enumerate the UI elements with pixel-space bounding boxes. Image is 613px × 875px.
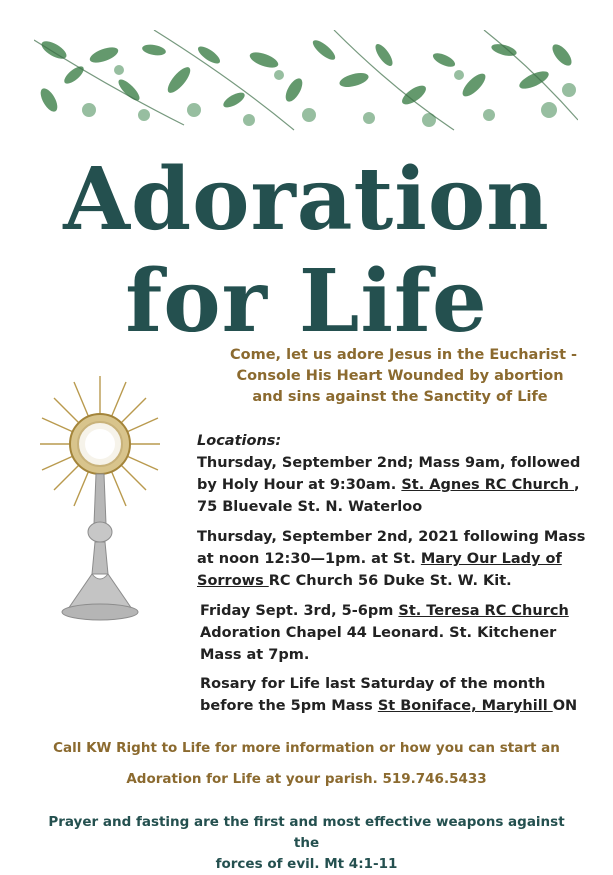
location-line: Thursday, September 2nd; Mass 9am, followed — [197, 455, 581, 471]
intro-text — [230, 345, 578, 408]
page-title: Adoration — [63, 149, 550, 250]
location-line: Adoration Chapel 44 Leonard. St. Kitchener — [200, 625, 557, 641]
prayer-line: Prayer and fasting are the first and most effective weapons against the — [48, 814, 565, 851]
location-item — [200, 673, 577, 717]
location-text: Friday Sept. 3rd, 5-6pm — [200, 603, 399, 619]
intro-line: and sins against the Sanctity of Life — [252, 389, 548, 405]
location-line: 75 Bluevale St. N. Waterloo — [197, 499, 423, 515]
st-teresa-link[interactable]: St. Teresa RC Church — [398, 603, 569, 619]
location-line: Thursday, September 2nd, 2021 following Mass — [197, 529, 586, 545]
leaves-banner-icon — [34, 30, 578, 136]
location-text: RC Church 56 Duke St. W. Kit. — [268, 573, 512, 589]
location-item — [197, 452, 580, 518]
monstrance-icon — [40, 374, 160, 624]
location-item — [197, 526, 585, 592]
st-agnes-link[interactable]: St. Agnes RC Church — [401, 477, 574, 493]
location-line: Mass at 7pm. — [200, 647, 310, 663]
location-text: , — [574, 477, 580, 493]
call-line: Adoration for Life at your parish. 519.746.5433 — [126, 771, 487, 787]
st-boniface-link[interactable]: St Boniface, Maryhill — [377, 698, 553, 714]
page-subtitle: for Life — [125, 251, 488, 352]
location-line — [197, 548, 585, 570]
location-line: Rosary for Life last Saturday of the month — [200, 676, 546, 692]
location-line — [200, 600, 569, 622]
location-line — [197, 570, 585, 592]
locations-heading-block — [197, 430, 281, 452]
prayer-line: forces of evil. Mt 4:1-11 — [215, 856, 398, 872]
intro-line: Come, let us adore Jesus in the Eucharist - — [230, 347, 578, 363]
mary-our-lady-link[interactable]: Mary Our Lady of — [420, 551, 562, 567]
sorrows-link[interactable]: Sorrows — [197, 573, 269, 589]
prayer-text — [40, 812, 573, 875]
location-text: at noon 12:30—1pm. at St. — [197, 551, 421, 567]
location-text: before the 5pm Mass — [200, 698, 378, 714]
locations-heading: Locations: — [197, 433, 282, 449]
location-text: by Holy Hour at 9:30am. — [197, 477, 402, 493]
intro-line: Console His Heart Wounded by abortion — [236, 368, 564, 384]
location-item — [200, 600, 569, 666]
location-line — [197, 474, 580, 496]
location-line — [200, 695, 577, 717]
location-text: ON — [552, 698, 578, 714]
call-line: Call KW Right to Life for more information or how you can start an — [53, 740, 560, 756]
